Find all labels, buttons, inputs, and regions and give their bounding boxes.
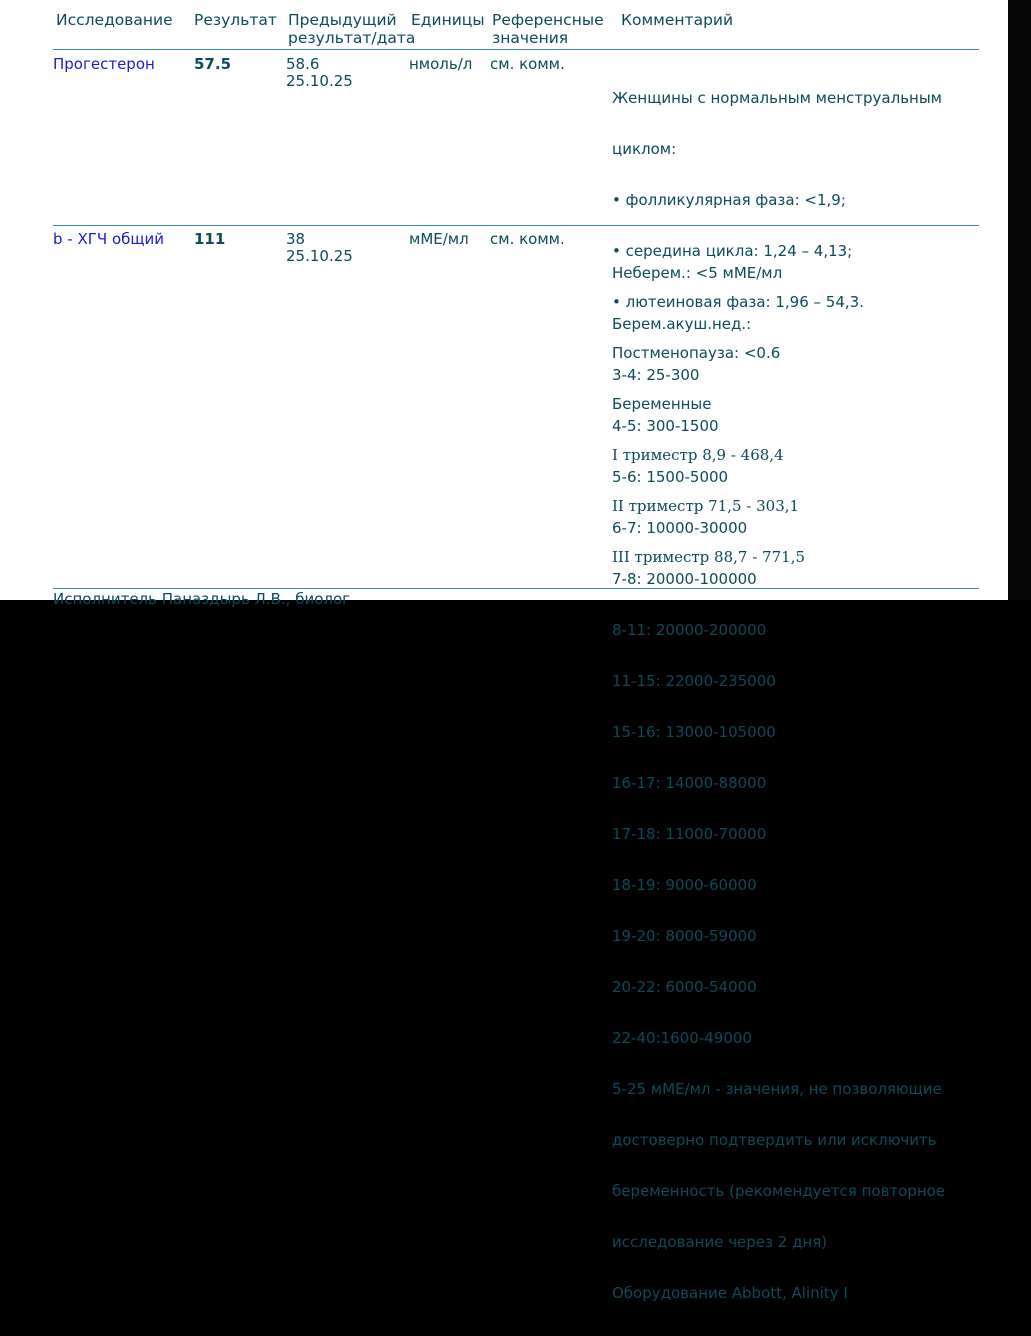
comment-line: I триместр 8,9 - 468,4 bbox=[612, 446, 784, 464]
comment-line: 20-22: 6000-54000 bbox=[612, 978, 757, 996]
comment-line: 8-11: 20000-200000 bbox=[612, 621, 767, 639]
comment-line: достоверно подтвердить или исключить bbox=[612, 1131, 937, 1149]
header-result: Результат bbox=[194, 11, 277, 29]
reference-bhcg: см. комм. bbox=[490, 230, 565, 248]
comment-line: 11-15: 22000-235000 bbox=[612, 672, 776, 690]
previous-date-bhcg: 25.10.25 bbox=[286, 247, 353, 265]
comment-line: циклом: bbox=[612, 140, 677, 158]
performer-signature-line: Исполнитель Паназдырь Л.В., биолог bbox=[53, 590, 351, 608]
units-bhcg: мМЕ/мл bbox=[409, 230, 469, 248]
reference-progesterone: см. комм. bbox=[490, 55, 565, 73]
test-name-progesterone: Прогестерон bbox=[53, 55, 155, 73]
comment-line: 22-40:1600-49000 bbox=[612, 1029, 752, 1047]
comment-line: Берем.акуш.нед.: bbox=[612, 315, 752, 333]
comment-line: беременность (рекомендуется повторное bbox=[612, 1182, 946, 1200]
comment-line: 5-25 мМЕ/мл - значения, не позволяющие bbox=[612, 1080, 942, 1098]
header-units: Единицы bbox=[411, 11, 485, 29]
units-progesterone: нмоль/л bbox=[409, 55, 473, 73]
comment-line: Оборудование Abbott, Alinity I bbox=[612, 1284, 848, 1302]
comment-line: 18-19: 9000-60000 bbox=[612, 876, 757, 894]
comment-line: 3-4: 25-300 bbox=[612, 366, 700, 384]
comment-line: • середина цикла: 1,24 – 4,13; bbox=[612, 242, 853, 260]
comment-line: II триместр 71,5 - 303,1 bbox=[612, 497, 800, 515]
comment-line: • лютеиновая фаза: 1,96 – 54,3. bbox=[612, 293, 864, 311]
previous-date-progesterone: 25.10.25 bbox=[286, 72, 353, 90]
comment-line: III триместр 88,7 - 771,5 bbox=[612, 548, 806, 566]
viewer-side-panel bbox=[1008, 0, 1031, 600]
comment-bhcg bbox=[612, 231, 945, 1336]
comment-line: 7-8: 20000-100000 bbox=[612, 570, 757, 588]
comment-line: 6-7: 10000-30000 bbox=[612, 519, 748, 537]
comment-line: 15-16: 13000-105000 bbox=[612, 723, 776, 741]
comment-line: 16-17: 14000-88000 bbox=[612, 774, 767, 792]
comment-line: 19-20: 8000-59000 bbox=[612, 927, 757, 945]
comment-line: исследование через 2 дня) bbox=[612, 1233, 828, 1251]
previous-value-bhcg: 38 bbox=[286, 230, 306, 248]
header-previous-line2: результат/дата bbox=[288, 29, 416, 47]
test-name-bhcg: b - ХГЧ общий bbox=[53, 230, 164, 248]
result-progesterone: 57.5 bbox=[194, 55, 232, 73]
row-divider bbox=[53, 225, 979, 226]
comment-line: Беременные bbox=[612, 395, 712, 413]
result-bhcg: 111 bbox=[194, 230, 226, 248]
row-divider bbox=[53, 588, 979, 589]
header-divider bbox=[53, 49, 979, 50]
comment-line: 5-6: 1500-5000 bbox=[612, 468, 729, 486]
header-comment: Комментарий bbox=[621, 11, 734, 29]
header-test: Исследование bbox=[56, 11, 173, 29]
comment-line: 17-18: 11000-70000 bbox=[612, 825, 767, 843]
comment-line: Женщины с нормальным менструальным bbox=[612, 89, 942, 107]
previous-value-progesterone: 58.6 bbox=[286, 55, 320, 73]
header-previous-line1: Предыдущий bbox=[288, 11, 397, 29]
header-reference-line1: Референсные bbox=[492, 11, 604, 29]
comment-line: 4-5: 300-1500 bbox=[612, 417, 719, 435]
comment-line: Неберем.: <5 мМЕ/мл bbox=[612, 264, 783, 282]
header-reference-line2: значения bbox=[492, 29, 569, 47]
comment-line: Постменопауза: <0.6 bbox=[612, 344, 781, 362]
comment-line: • фолликулярная фаза: <1,9; bbox=[612, 191, 846, 209]
